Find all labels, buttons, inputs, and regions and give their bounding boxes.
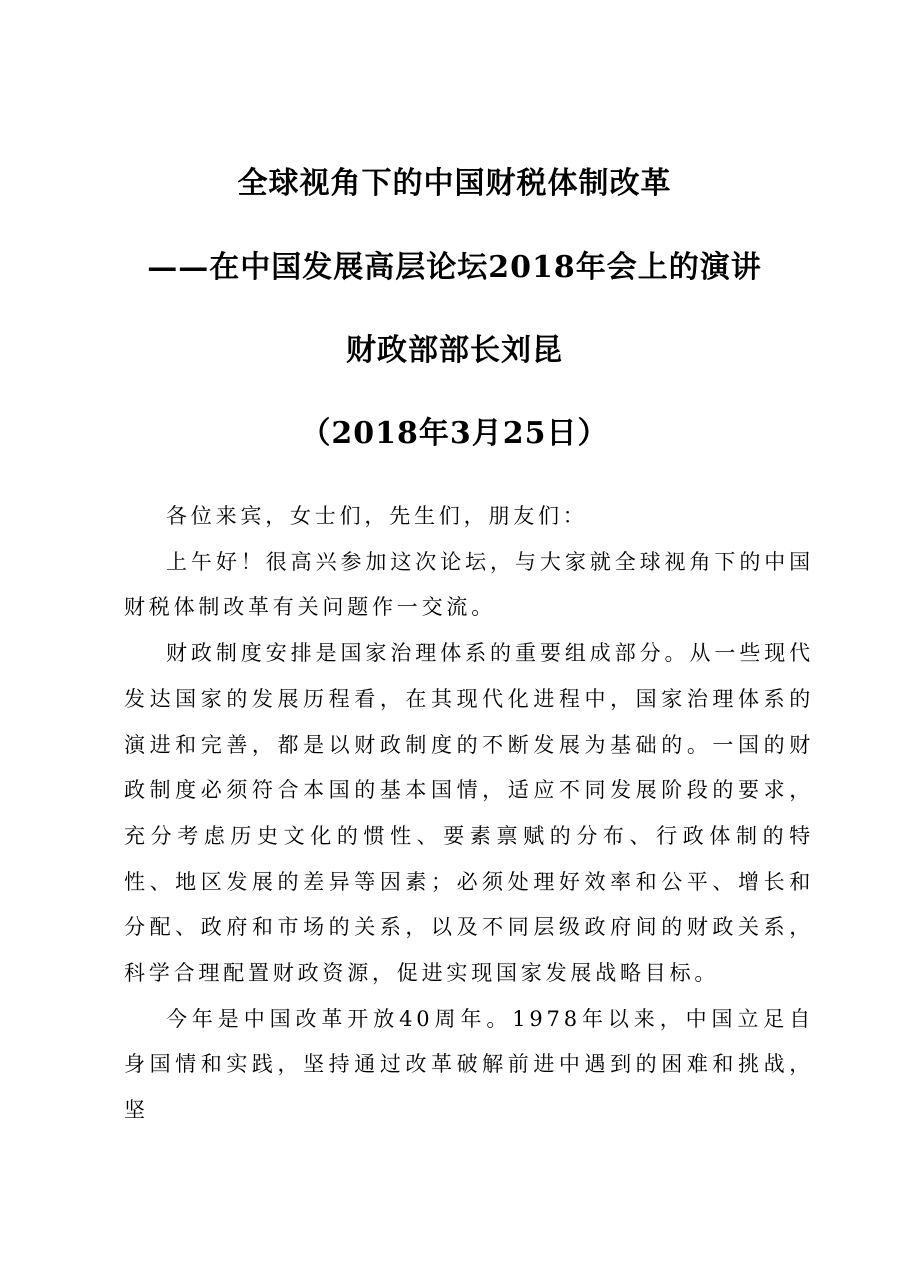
body-paragraph: 上午好！很高兴参加这次论坛，与大家就全球视角下的中国财税体制改革有关问题作一交流。 bbox=[124, 549, 814, 620]
document-subtitle: ——在中国发展高层论坛2018年会上的演讲 bbox=[147, 250, 762, 285]
body-paragraph: 财政制度安排是国家治理体系的重要组成部分。从一些现代发达国家的发展历程看，在其现代化进程中，国家治理体系的演进和完善，都是以财政制度的不断发展为基础的。一国的财政制度必须符合本国的基本国情，适应不同发展阶段的要求，充分考虑历史文化的惯性、要素禀赋的分布、行政体制的特性、地区发展的差异等因素；必须处理好效率和公平、增长和分配、政府和市场的关系，以及不同层级政府间的财政关系，科学合理配置财政资源，促进实现国家发展战略目标。 bbox=[124, 641, 814, 986]
date-line: （2018年3月25日） bbox=[300, 416, 609, 451]
speech-body bbox=[124, 494, 814, 1134]
document-title: 全球视角下的中国财税体制改革 bbox=[237, 166, 672, 201]
salutation-paragraph: 各位来宾，女士们，先生们，朋友们： bbox=[166, 504, 588, 528]
speaker-line: 财政部部长刘昆 bbox=[346, 333, 563, 368]
body-paragraph: 今年是中国改革开放40周年。1978年以来，中国立足自身国情和实践，坚持通过改革破解前进中遇到的困难和挑战，坚 bbox=[124, 1006, 814, 1123]
